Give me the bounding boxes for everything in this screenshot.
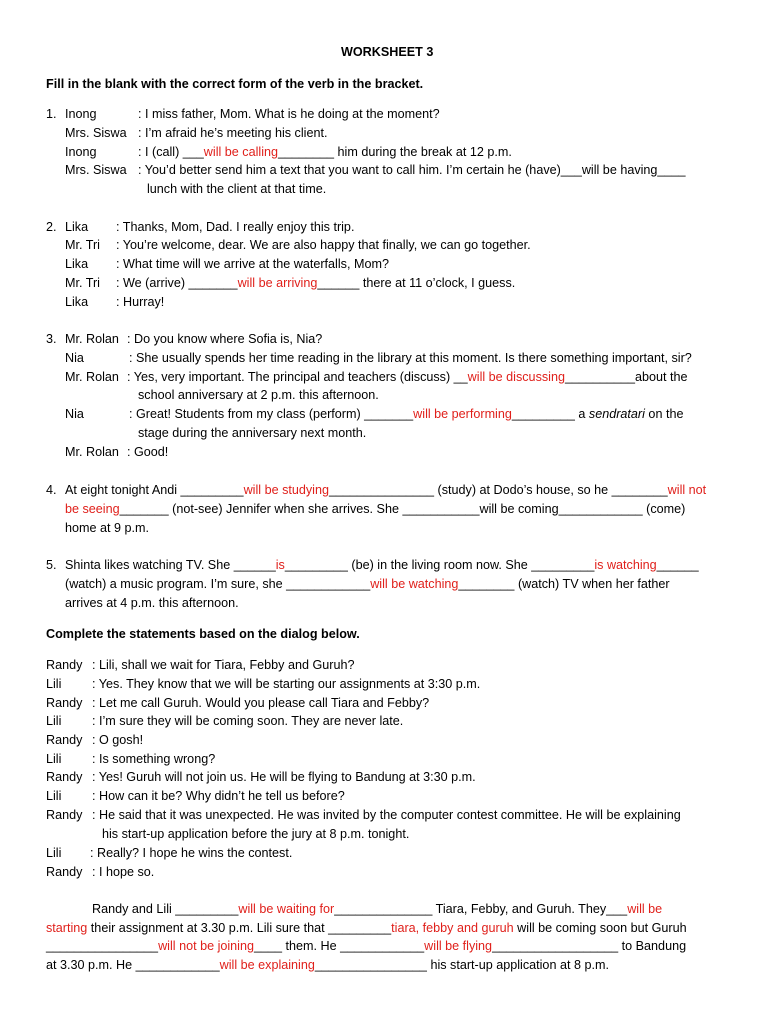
- line-text: _______ (not-see) Jennifer when she arrives. She ___________will be coming____________ (come): [119, 502, 686, 516]
- line-text: _________ a: [511, 407, 589, 421]
- speaker-label: Mr. Rolan: [65, 332, 119, 346]
- dialog-line: : O gosh!: [92, 733, 144, 747]
- sentence-line: [65, 482, 706, 498]
- answer-text: be seeing: [65, 502, 120, 516]
- question-number: 3.: [46, 332, 57, 346]
- line-text: _______________ (study) at Dodo’s house, so he ________: [328, 483, 668, 497]
- line-text: __________________ to Bandung: [492, 939, 687, 953]
- dialog-line: [127, 369, 688, 385]
- line-text: ________ (watch) TV when her father: [458, 577, 670, 591]
- dialog-line: : Hurray!: [116, 295, 165, 309]
- speaker-label: Randy: [46, 696, 83, 710]
- sentence-line: [65, 501, 685, 517]
- line-text: : I (call) ___: [138, 145, 204, 159]
- worksheet-title: WORKSHEET 3: [341, 45, 434, 59]
- line-text: _________ (be) in the living room now. She _________: [284, 558, 595, 572]
- dialog-line: : Do you know where Sofia is, Nia?: [127, 332, 323, 346]
- dialog-line: stage during the anniversary next month.: [138, 426, 367, 440]
- dialog-line: : I’m afraid he’s meeting his client.: [138, 126, 328, 140]
- answer-text: is watching: [594, 558, 657, 572]
- speaker-label: Lili: [46, 677, 62, 691]
- speaker-label: Mrs. Siswa: [65, 126, 127, 140]
- line-text: : Great! Students from my class (perform) _______: [129, 407, 414, 421]
- question-number: 5.: [46, 558, 57, 572]
- answer-text: will be explaining: [219, 958, 315, 972]
- dialog-line: : What time will we arrive at the waterfalls, Mom?: [116, 257, 389, 271]
- speaker-label: Lili: [46, 789, 62, 803]
- answer-text: will be waiting for: [238, 902, 335, 916]
- line-text: will be coming soon but Guruh: [513, 921, 687, 935]
- dialog-line: : Lili, shall we wait for Tiara, Febby and Guruh?: [92, 658, 355, 672]
- dialog-line: lunch with the client at that time.: [147, 182, 327, 196]
- answer-text: will be performing: [413, 407, 512, 421]
- paragraph-line: [46, 920, 687, 936]
- line-text: ______________ Tiara, Febby, and Guruh. They___: [334, 902, 628, 916]
- dialog-line: school anniversary at 2 p.m. this afternoon.: [138, 388, 379, 402]
- speaker-label: Randy: [46, 658, 83, 672]
- dialog-line: [116, 275, 515, 291]
- dialog-line: : How can it be? Why didn’t he tell us before?: [92, 789, 345, 803]
- dialog-line: [129, 406, 683, 422]
- speaker-label: Mr. Rolan: [65, 370, 119, 384]
- dialog-line: : I’m sure they will be coming soon. They are never late.: [92, 714, 404, 728]
- answer-text: is: [275, 558, 285, 572]
- line-text: at 3.30 p.m. He ____________: [46, 958, 220, 972]
- question-number: 1.: [46, 107, 57, 121]
- answer-text: will not: [667, 483, 707, 497]
- speaker-label: Mrs. Siswa: [65, 163, 127, 177]
- answer-text: will be: [627, 902, 663, 916]
- line-text: ____ them. He ____________: [254, 939, 425, 953]
- answer-text: will be arriving: [237, 276, 318, 290]
- dialog-line: : Good!: [127, 445, 169, 459]
- speaker-label: Lili: [46, 714, 62, 728]
- speaker-label: Randy: [46, 865, 83, 879]
- line-text: : Yes, very important. The principal and teachers (discuss) __: [127, 370, 468, 384]
- dialog-line: : I hope so.: [92, 865, 155, 879]
- question-number: 4.: [46, 483, 57, 497]
- answer-text: will be calling: [203, 145, 278, 159]
- paragraph-line: [46, 938, 686, 954]
- line-text: ______: [656, 558, 699, 572]
- paragraph-line: [92, 901, 662, 917]
- answer-text: will be studying: [243, 483, 329, 497]
- line-text: ________________: [46, 939, 159, 953]
- line-text: on the: [644, 407, 684, 421]
- sentence-line: arrives at 4 p.m. this afternoon.: [65, 596, 239, 610]
- answer-text: will be discussing: [467, 370, 565, 384]
- line-text: ________ him during the break at 12 p.m.: [278, 145, 512, 159]
- sentence-line: home at 9 p.m.: [65, 521, 149, 535]
- speaker-label: Mr. Tri: [65, 238, 100, 252]
- speaker-label: Randy: [46, 733, 83, 747]
- line-text: Shinta likes watching TV. She ______: [65, 558, 276, 572]
- speaker-label: Mr. Tri: [65, 276, 100, 290]
- answer-text: starting: [46, 921, 88, 935]
- speaker-label: Lika: [65, 295, 89, 309]
- dialog-line: : Let me call Guruh. Would you please call Tiara and Febby?: [92, 696, 430, 710]
- dialog-line: : You’re welcome, dear. We are also happy that finally, we can go together.: [116, 238, 531, 252]
- answer-text: will be watching: [370, 577, 459, 591]
- line-text: : We (arrive) _______: [116, 276, 238, 290]
- line-text: Randy and Lili _________: [92, 902, 239, 916]
- speaker-label: Lika: [65, 220, 89, 234]
- dialog-line: : Yes! Guruh will not join us. He will be flying to Bandung at 3:30 p.m.: [92, 770, 476, 784]
- italic-term: sendratari: [588, 407, 645, 421]
- dialog-line: : Yes. They know that we will be starting our assignments at 3:30 p.m.: [92, 677, 481, 691]
- question-number: 2.: [46, 220, 57, 234]
- dialog-line: : You’d better send him a text that you want to call him. I’m certain he (have)___will be having____: [138, 163, 686, 177]
- speaker-label: Inong: [65, 107, 97, 121]
- sentence-line: [65, 576, 670, 592]
- line-text: their assignment at 3.30 p.m. Lili sure that _________: [87, 921, 392, 935]
- speaker-label: Nia: [65, 407, 84, 421]
- paragraph-line: [46, 957, 609, 973]
- answer-text: will not be joining: [158, 939, 254, 953]
- speaker-label: Lika: [65, 257, 89, 271]
- sentence-line: [65, 557, 699, 573]
- speaker-label: Lili: [46, 846, 62, 860]
- speaker-label: Nia: [65, 351, 84, 365]
- dialog-line: : Really? I hope he wins the contest.: [90, 846, 293, 860]
- dialog-line: : Thanks, Mom, Dad. I really enjoy this trip.: [116, 220, 355, 234]
- speaker-label: Randy: [46, 808, 83, 822]
- speaker-label: Inong: [65, 145, 97, 159]
- dialog-line: : She usually spends her time reading in the library at this moment. Is there something important, sir?: [129, 351, 692, 365]
- line-text: __________about the: [564, 370, 688, 384]
- section-heading: Complete the statements based on the dialog below.: [46, 627, 360, 641]
- line-text: At eight tonight Andi _________: [65, 483, 244, 497]
- dialog-line: : I miss father, Mom. What is he doing at the moment?: [138, 107, 440, 121]
- answer-text: tiara, febby and guruh: [391, 921, 514, 935]
- speaker-label: Lili: [46, 752, 62, 766]
- speaker-label: Mr. Rolan: [65, 445, 119, 459]
- instructions-heading: Fill in the blank with the correct form of the verb in the bracket.: [46, 77, 424, 91]
- dialog-line: his start-up application before the jury at 8 p.m. tonight.: [102, 827, 410, 841]
- dialog-line: : Is something wrong?: [92, 752, 216, 766]
- speaker-label: Randy: [46, 770, 83, 784]
- line-text: ______ there at 11 o’clock, I guess.: [317, 276, 516, 290]
- answer-text: will be flying: [424, 939, 493, 953]
- dialog-line: [138, 144, 512, 160]
- dialog-line: : He said that it was unexpected. He was invited by the computer contest committee. He will be explaining: [92, 808, 681, 822]
- line-text: ________________ his start-up application at 8 p.m.: [314, 958, 609, 972]
- line-text: (watch) a music program. I’m sure, she ____________: [65, 577, 371, 591]
